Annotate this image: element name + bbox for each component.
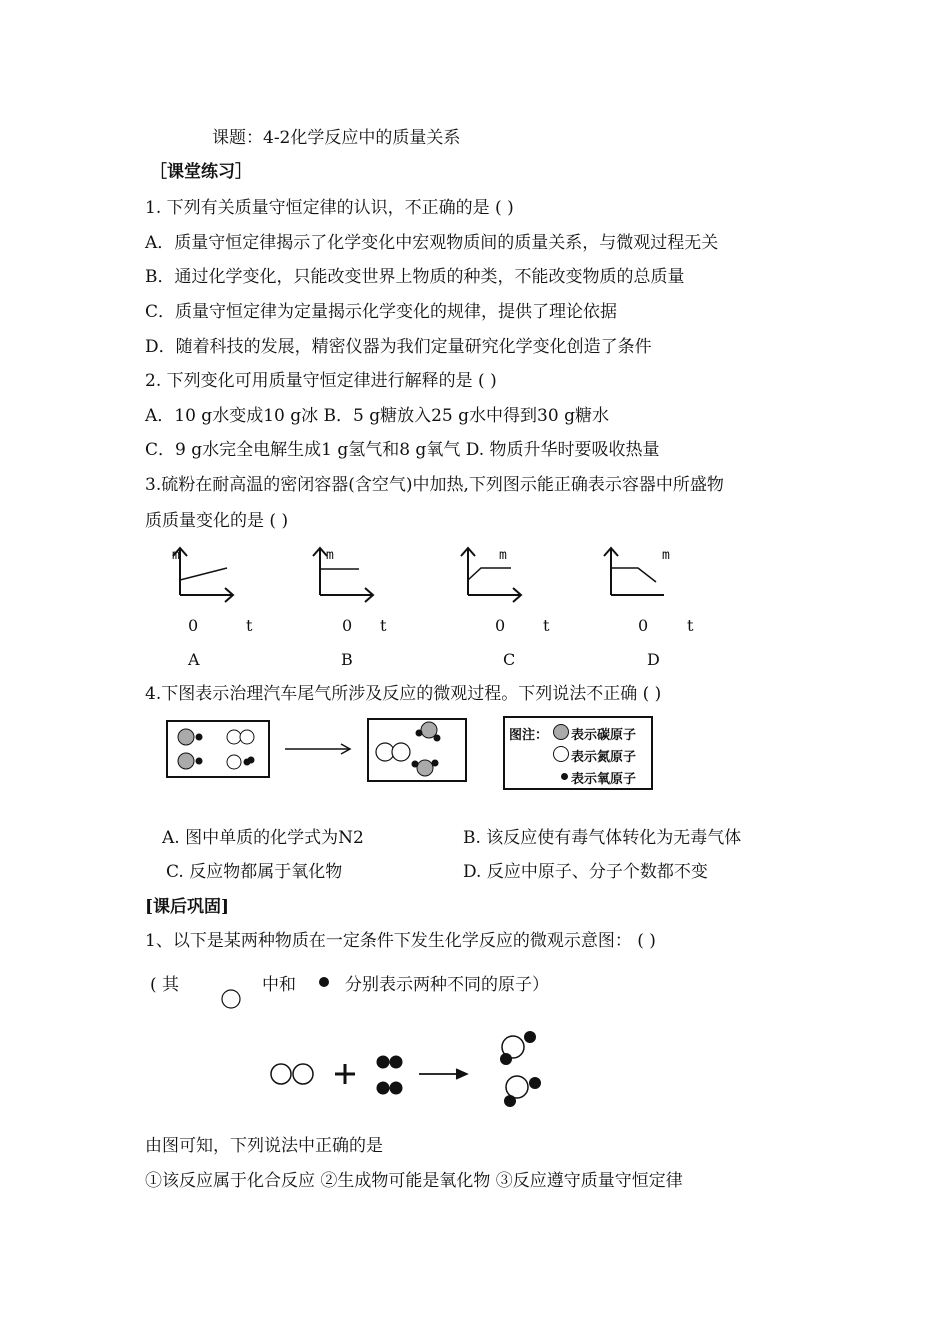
graph-c-xlabel: t xyxy=(543,616,550,635)
q4-reactants-box xyxy=(166,720,270,778)
q1-option-c: C．质量守恒定律为定量揭示化学变化的规律，提供了理论依据 xyxy=(145,302,618,322)
q4-legend xyxy=(503,716,653,790)
graph-b-ylabel: m xyxy=(326,548,334,563)
q4-option-b: B. 该反应使有毒气体转化为无毒气体 xyxy=(463,828,742,848)
h1-statements: ①该反应属于化合反应 ②生成物可能是氧化物 ③反应遵守质量守恒定律 xyxy=(145,1171,683,1191)
q1-option-a: A．质量守恒定律揭示了化学变化中宏观物质间的质量关系，与微观过程无关 xyxy=(145,233,719,253)
graph-c-curve xyxy=(468,568,511,580)
legend-oxygen: 表示氧原子 xyxy=(571,772,637,787)
graph-b-xlabel: t xyxy=(380,616,387,635)
graph-a-origin: 0 xyxy=(188,616,199,635)
oxygen-atom-icon xyxy=(561,773,568,780)
graph-a-curve xyxy=(180,568,227,580)
q4-arrow-icon xyxy=(285,740,355,758)
q2-options-cd: C．9 g水完全电解生成1 g氢气和8 g氧气 D. 物质升华时要吸收热量 xyxy=(145,440,660,460)
graph-c-ylabel: m xyxy=(499,548,507,563)
graph-b xyxy=(305,540,385,605)
graph-c xyxy=(453,540,533,605)
graph-a-letter: A xyxy=(188,650,200,669)
q4-stem: 4.下图表示治理汽车尾气所涉及反应的微观过程。下列说法不正确 ( ) xyxy=(145,684,662,704)
graph-b-origin: 0 xyxy=(342,616,353,635)
legend-title: 图注： xyxy=(509,728,549,743)
h1-note-right: 分别表示两种不同的原子） xyxy=(345,975,549,995)
graph-d-ylabel: m xyxy=(662,548,670,563)
q1-option-b: B．通过化学变化，只能改变世界上物质的种类，不能改变物质的总质量 xyxy=(145,267,685,287)
h1-note-mid: 中和 xyxy=(262,975,296,995)
h1-stem: 1、以下是某两种物质在一定条件下发生化学反应的微观示意图： ( ) xyxy=(145,931,656,951)
page-title: 课题：4-2化学反应中的质量关系 xyxy=(212,128,461,148)
q1-stem: 1. 下列有关质量守恒定律的认识，不正确的是 ( ) xyxy=(145,198,514,218)
graph-c-letter: C xyxy=(503,650,516,669)
black-atom-icon xyxy=(316,974,332,990)
graph-d-curve xyxy=(611,568,656,582)
graph-d-letter: D xyxy=(647,650,660,669)
legend-carbon: 表示碳原子 xyxy=(571,728,637,743)
nitrogen-atom-icon xyxy=(553,746,569,762)
q3-stem-line2: 质质量变化的是 ( ) xyxy=(145,511,289,531)
graph-a-ylabel: m xyxy=(172,548,180,563)
h1-reaction-diagram xyxy=(265,1025,555,1120)
q4-products-box xyxy=(367,718,467,782)
graph-c-origin: 0 xyxy=(495,616,506,635)
carbon-atom-icon xyxy=(553,724,569,740)
q1-option-d: D．随着科技的发展，精密仪器为我们定量研究化学变化创造了条件 xyxy=(145,337,652,357)
q2-stem: 2. 下列变化可用质量守恒定律进行解释的是 ( ) xyxy=(145,371,497,391)
white-atom-icon xyxy=(220,988,244,1012)
q4-option-d: D. 反应中原子、分子个数都不变 xyxy=(463,862,708,882)
graph-d-xlabel: t xyxy=(687,616,694,635)
q4-option-c: C. 反应物都属于氧化物 xyxy=(166,862,343,882)
section-heading-classroom-practice: ［课堂练习］ xyxy=(150,162,252,182)
h1-conclusion: 由图可知，下列说法中正确的是 xyxy=(145,1136,383,1156)
graph-d-origin: 0 xyxy=(638,616,649,635)
graph-a-xlabel: t xyxy=(246,616,253,635)
legend-nitrogen: 表示氮原子 xyxy=(571,750,637,765)
h1-note-left: ( 其 xyxy=(150,975,180,995)
section-heading-after-class: [课后巩固] xyxy=(145,897,230,917)
q4-option-a: A. 图中单质的化学式为N2 xyxy=(162,828,364,848)
graph-b-letter: B xyxy=(341,650,353,669)
q2-options-ab: A．10 g水变成10 g冰 B．5 g糖放入25 g水中得到30 g糖水 xyxy=(145,406,609,426)
q3-stem-line1: 3.硫粉在耐高温的密闭容器(含空气)中加热,下列图示能正确表示容器中所盛物 xyxy=(145,475,724,495)
